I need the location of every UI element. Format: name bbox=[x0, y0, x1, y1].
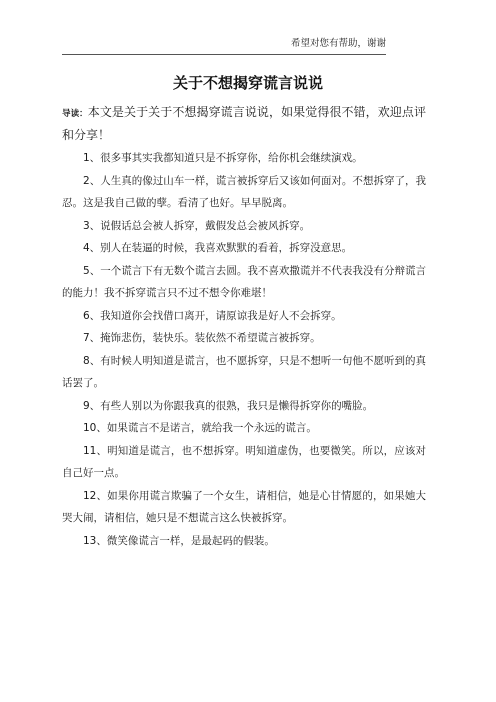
list-item: 1、很多事其实我都知道只是不拆穿你，给你机会继续演戏。 bbox=[83, 152, 363, 164]
list-item: 13、微笑像谎言一样，是最起码的假装。 bbox=[83, 534, 275, 547]
list-item: 2、人生真的像过山车一样，谎言被拆穿后又该如何面对。不想拆穿了，我忍。这是我自己做的孽。看清了也好。早早脱离。 bbox=[62, 174, 426, 209]
intro-label: 导读： bbox=[62, 109, 88, 119]
list-item: 12、如果你用谎言欺骗了一个女生，请相信，她是心甘情愿的，如果她大哭大闹，请相信，她只是不想谎言这么快被拆穿。 bbox=[62, 489, 426, 524]
list-item: 9、有些人别以为你跟我真的很熟，我只是懒得拆穿你的嘴脸。 bbox=[83, 399, 374, 412]
header-note: 希望对您有帮助，谢谢 bbox=[290, 38, 386, 49]
list-item: 11、明知道是谎言，也不想拆穿。明知道虚伪，也要微笑。所以，应该对自己好一点。 bbox=[62, 444, 426, 479]
intro-paragraph bbox=[62, 102, 426, 146]
list-item: 5、一个谎言下有无数个谎言去圆。我不喜欢撒谎并不代表我没有分辩谎言的能力！我不拆穿谎言只不过不想令你难堪！ bbox=[62, 264, 426, 299]
list-item: 10、如果谎言不是诺言，就给我一个永远的谎言。 bbox=[83, 422, 317, 434]
list-item: 4、别人在装逼的时候，我喜欢默默的看着，拆穿没意思。 bbox=[83, 242, 353, 254]
document-body bbox=[62, 102, 426, 552]
list-item: 8、有时候人明知道是谎言，也不愿拆穿，只是不想听一句他不愿听到的真话罢了。 bbox=[62, 354, 426, 389]
page-title: 关于不想揭穿谎言说说 bbox=[172, 74, 323, 92]
list-item: 6、我知道你会找借口离开，请原谅我是好人不会拆穿。 bbox=[83, 309, 342, 322]
list-item: 7、掩饰悲伤，装快乐。装依然不希望谎言被拆穿。 bbox=[83, 332, 321, 344]
header-divider bbox=[62, 54, 386, 55]
list-item: 3、说假话总会被人拆穿，戴假发总会被风拆穿。 bbox=[83, 219, 311, 232]
intro-text: 本文是关于关于不想揭穿谎言说说，如果觉得很不错，欢迎点评和分享！ bbox=[62, 105, 426, 142]
